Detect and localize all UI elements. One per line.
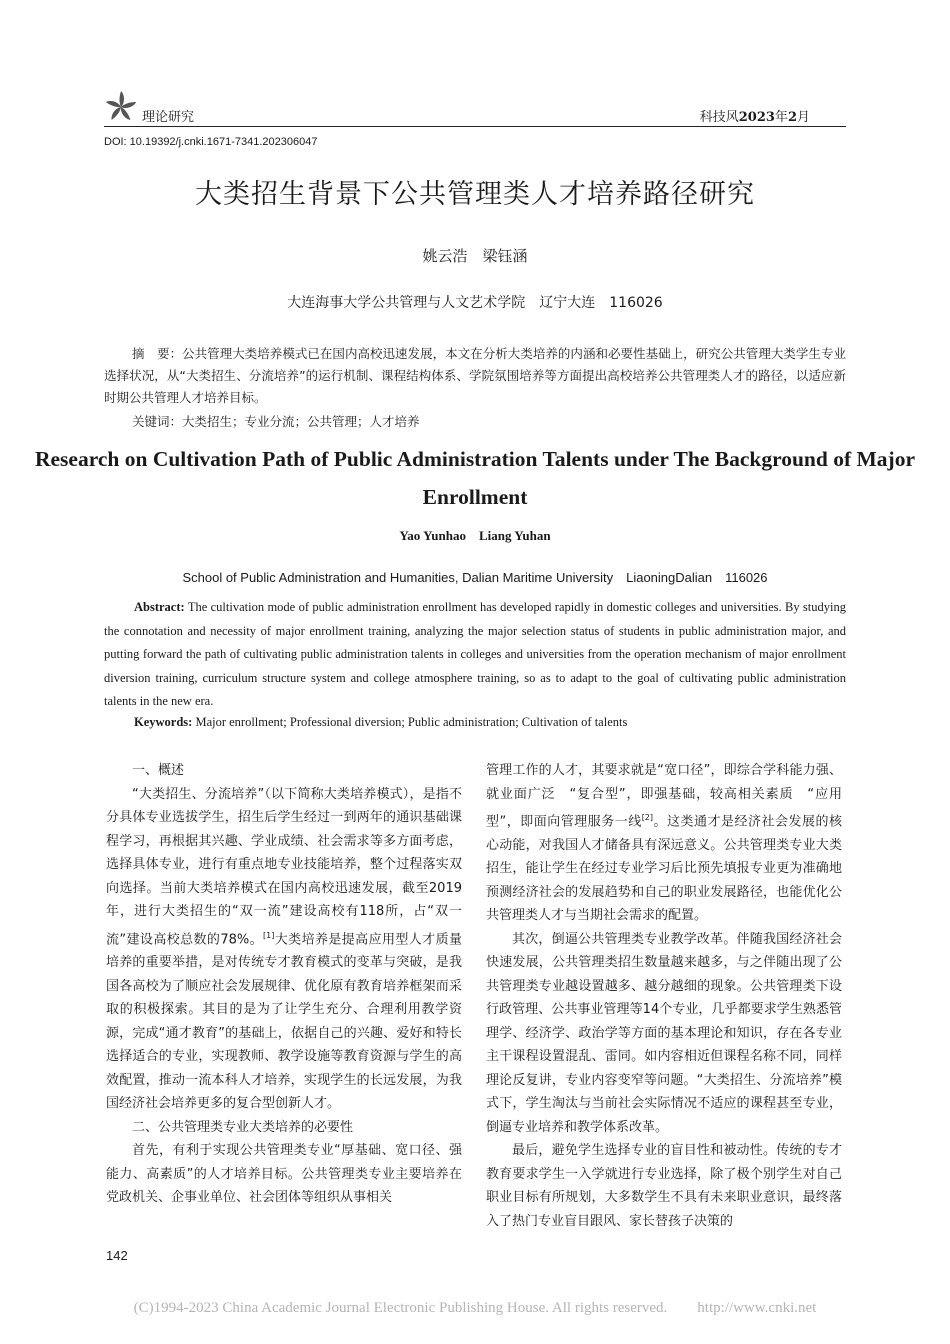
body-column-right (486, 759, 842, 1233)
citation-ref: [2] (641, 813, 654, 822)
authors-en: Yao Yunhao Liang Yuhan (399, 528, 551, 543)
header-journal: 科技风 (699, 110, 739, 125)
citation-ref: [1] (263, 930, 275, 940)
body-paragraph (106, 783, 462, 1116)
abstract-en-text: The cultivation mode of public administration enrollment has developed rapidly in domestic colleges and universities. By studying the connotation and necessity of major enrollment training, analyzing the major selection status of students in public administration major, and putting forward the path of cultivating public administration talents in colleges and universities from the operation mechanism of major enrollment diversion training, curriculum structure system and college atmosphere training, so as to adapt to the goal of cultivating public administration talents in the new era. (104, 600, 846, 708)
header-month-suffix: 月 (796, 110, 810, 125)
body-paragraph: 首先，有利于实现公共管理类专业“厚基础、宽口径、强能力、高素质”的人才培养目标。公共管理类专业主要培养在党政机关、企事业单位、社会团体等组织从事相关 (106, 1143, 462, 1206)
header-month: 2 (787, 110, 797, 125)
header-year: 2023 (738, 110, 775, 125)
doi: DOI: 10.19392/j.cnki.1671-7341.202306047 (104, 136, 318, 148)
body-paragraph-continued (486, 759, 842, 928)
keywords-en-label: Keywords: (134, 715, 193, 729)
page-number: 142 (106, 1248, 128, 1263)
keywords-cn-label: 关键词： (132, 414, 183, 429)
header-rule (104, 126, 846, 127)
journal-logo-icon (104, 90, 138, 124)
authors-cn: 姚云浩 梁钰涵 (422, 247, 528, 265)
title-en: Research on Cultivation Path of Public Administration Talents under The Background of Major Enrollment (34, 447, 915, 509)
keywords-cn-text: 大类招生；专业分流；公共管理；人才培养 (182, 414, 420, 429)
body-text: 管理工作的人才，其要求就是“宽口径”，即综合学科能力强、就业面广泛 “复合型”，即强基础，较高相关素质 “应用型”，即面向管理服务一线 (486, 763, 842, 830)
header-year-suffix: 年 (774, 110, 788, 125)
abstract-cn (104, 343, 846, 409)
header-journal-issue (700, 106, 810, 125)
title-cn: 大类招生背景下公共管理类人才培养路径研究 (195, 179, 755, 210)
keywords-cn (104, 412, 846, 430)
body-paragraph: 最后，避免学生选择专业的盲目性和被动性。传统的专才教育要求学生一入学就进行专业选择，除了极个别学生对自己职业目标有所规划，大多数学生不具有未来职业意识，最终落入了热门专业盲目跟风、家长替孩子决策的 (486, 1143, 842, 1229)
abstract-cn-label: 摘 要： (132, 346, 183, 361)
affiliation-en: School of Public Administration and Humanities, Dalian Maritime University LiaoningDalian 116026 (182, 570, 768, 585)
body-text: 。这类通才是经济社会发展的核心动能，对我国人才储备具有深远意义。公共管理类专业大类招生，能让学生在经过专业学习后比预先填报专业更为准确地预测经济社会的发展趋势和自己的职业发展路径，也能优化公共管理类人才与当期社会需求的配置。 (486, 814, 842, 924)
body-text: 大类培养是提高应用型人才质量培养的重要举措，是对传统专才教育模式的变革与突破，是我国各高校为了顺应社会发展规律、优化原有教育培养框架而采取的积极探索。其目的是为了让学生充分、合理利用教学资源，完成“通才教育”的基础上，依据自己的兴趣、爱好和特长选择适合的专业，实现教师、教学设施等教育资源与学生的高效配置，推动一流本科人才培养，实现学生的长远发展，为我国经济社会培养更多的复合型创新人才。 (106, 931, 462, 1112)
body-column-left (106, 759, 462, 1210)
abstract-cn-text: 公共管理大类培养模式已在国内高校迅速发展，本文在分析大类培养的内涵和必要性基础上，研究公共管理大类学生专业选择状况，从“大类招生、分流培养”的运行机制、课程结构体系、学院氛围培养等方面提出高校培养公共管理类人才的路径，以适应新时期公共管理人才培养目标。 (104, 346, 846, 405)
keywords-en (104, 715, 846, 730)
section-heading-2: 二、公共管理类专业大类培养的必要性 (132, 1119, 354, 1135)
body-paragraph: 其次，倒逼公共管理类专业教学改革。伴随我国经济社会快速发展，公共管理类招生数量越来越多，与之伴随出现了公共管理类专业越设置越多、越分越细的现象。公共管理类下设行政管理、公共事业管理等14个专业，几乎都要求学生熟悉管理学、经济学、政治学等方面的基本理论和知识，存在各专业主干课程设置混乱、雷同。如内容相近但课程名称不同，同样理论反复讲，专业内容变窄等问题。“大类招生、分流培养”模式下，学生淘汰与当前社会实际情况不适应的课程甚至专业，倒逼专业培养和教学体系改革。 (486, 931, 842, 1135)
footer-copyright: (C)1994-2023 China Academic Journal Electronic Publishing House. All rights reserved. http://www.cnki.net (133, 1300, 817, 1316)
abstract-en (104, 596, 846, 714)
abstract-en-label: Abstract: (134, 600, 185, 614)
section-heading-1: 一、概述 (132, 763, 185, 778)
header-section: 理论研究 (142, 110, 195, 125)
body-text: “大类招生、分流培养”（以下简称大类培养模式），是指不分具体专业选拔学生，招生后学生经过一到两年的通识基础课程学习，再根据其兴趣、学业成绩、社会需求等多方面考虑，选择具体专业，进行有重点地专业技能培养，整个过程落实双向选择。当前大类培养模式在国内高校迅速发展，截至2019年，进行大类招生的“双一流”建设高校有118所，占“双一流”建设高校总数的78%。 (106, 786, 462, 947)
keywords-en-text: Major enrollment; Professional diversion; Public administration; Cultivation of talents (192, 715, 628, 729)
affiliation-cn: 大连海事大学公共管理与人文艺术学院 辽宁大连 116026 (287, 295, 663, 311)
